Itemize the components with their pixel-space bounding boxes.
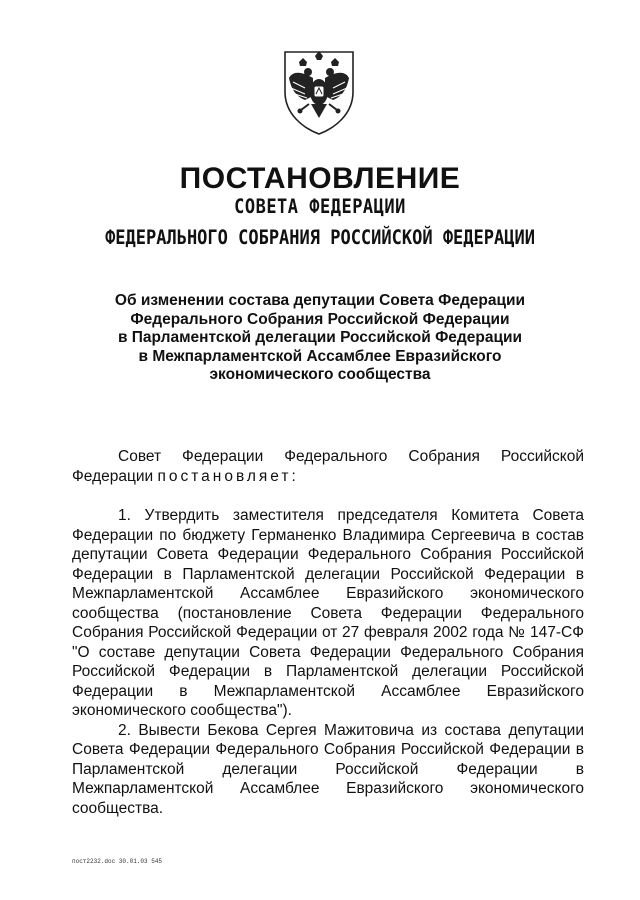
intro-paragraph [72,447,584,486]
file-reference: пост2232.doc 30.01.03 545 [72,858,163,865]
resolution-verb: постановляет: [157,467,299,485]
intro-text: Совет Федерации Федерального Собрания Российской Федерации [72,448,584,485]
document-body [72,447,584,818]
subject-line: Федерального Собрания Российской Федерации [130,310,510,328]
resolution-item-1: 1. Утвердить заместителя председателя Комитета Совета Федерации по бюджету Германенко Владимира Сергеевича в состав депутации Совета Федерации Федерального Собрания Российской Федерации в Парламентской делегации Российской Федерации в Межпарламентской Ассамблее Евразийского экономического сообщества (постановление Совета Федерации Федерального Собрания Российской Федерации от 27 февраля 2002 года № 147-СФ "О составе депутации Совета Федерации Федерального Собрания Российской Федерации в Парламентской делегации Российской Федерации в Межпарламентской Ассамблее Евразийского экономического сообщества"). [72,507,584,719]
document-title: ПОСТАНОВЛЕНИЕ [179,162,461,195]
issuer-line-1: СОВЕТА ФЕДЕРАЦИИ [234,195,406,219]
paragraph-gap [72,486,584,506]
coat-of-arms-icon [275,48,363,136]
issuer-line-2: ФЕДЕРАЛЬНОГО СОБРАНИЯ РОССИЙСКОЙ ФЕДЕРАЦИИ [105,226,535,250]
subject-line: Об изменении состава депутации Совета Федерации [114,292,526,309]
document-subject [60,292,580,385]
subject-line: в Парламентской делегации Российской Федерации [117,329,523,346]
subject-line: в Межпарламентской Ассамблее Евразийского [138,347,502,365]
resolution-item-2: 2. Вывести Бекова Сергея Мажитовича из состава депутации Совета Федерации Федерального Собрания Российской Федерации в Парламентской делегации Российской Федерации в Межпарламентской Ассамблее Евразийского экономического сообщества. [72,721,584,817]
subject-line: экономического сообщества [209,366,431,383]
